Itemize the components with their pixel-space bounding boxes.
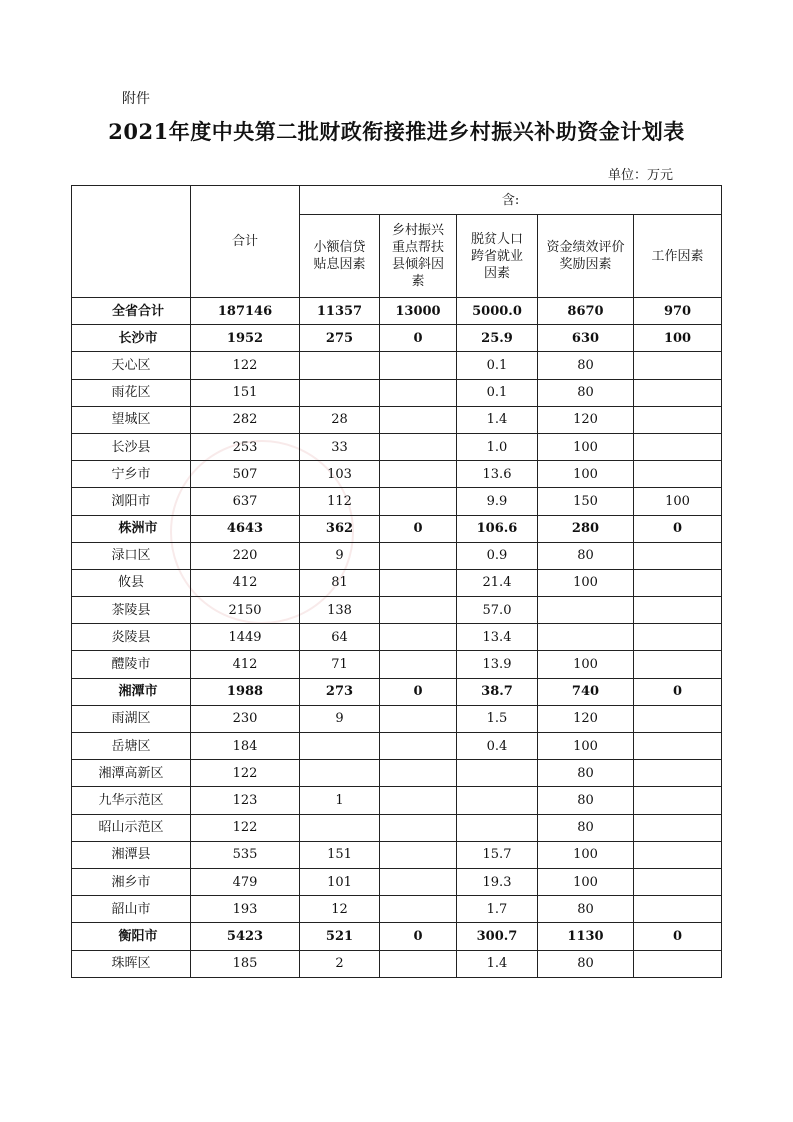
total-value: 479	[191, 868, 300, 895]
employment-value: 1.4	[457, 406, 538, 433]
table-row	[72, 406, 722, 433]
employment-value	[457, 814, 538, 841]
work-value	[634, 950, 722, 977]
work-value: 100	[634, 488, 722, 515]
work-value	[634, 433, 722, 460]
region-name: 韶山市	[72, 896, 191, 923]
performance-value: 100	[538, 651, 634, 678]
region-name: 全省合计	[72, 298, 191, 325]
work-value	[634, 760, 722, 787]
work-value	[634, 841, 722, 868]
key-county-value	[380, 488, 457, 515]
microcredit-value: 71	[300, 651, 380, 678]
table-row	[72, 379, 722, 406]
total-value: 1988	[191, 678, 300, 705]
microcredit-value: 275	[300, 325, 380, 352]
employment-value: 5000.0	[457, 298, 538, 325]
table-row	[72, 787, 722, 814]
work-value	[634, 814, 722, 841]
key-county-value	[380, 868, 457, 895]
key-county-value	[380, 597, 457, 624]
microcredit-value: 28	[300, 406, 380, 433]
table-row	[72, 515, 722, 542]
region-name: 珠晖区	[72, 950, 191, 977]
table-row	[72, 896, 722, 923]
region-name: 湘乡市	[72, 868, 191, 895]
col-employment-label: 脱贫人口跨省就业因素	[470, 231, 523, 281]
region-name: 昭山示范区	[72, 814, 191, 841]
table-row	[72, 325, 722, 352]
key-county-value	[380, 705, 457, 732]
employment-value: 0.9	[457, 542, 538, 569]
total-value: 5423	[191, 923, 300, 950]
employment-value: 1.4	[457, 950, 538, 977]
employment-value: 300.7	[457, 923, 538, 950]
table-row	[72, 488, 722, 515]
employment-value: 1.5	[457, 705, 538, 732]
table-row	[72, 950, 722, 977]
microcredit-value: 521	[300, 923, 380, 950]
region-name: 湘潭市	[72, 678, 191, 705]
table-row	[72, 814, 722, 841]
performance-value	[538, 597, 634, 624]
work-value	[634, 896, 722, 923]
work-value	[634, 705, 722, 732]
total-value: 184	[191, 733, 300, 760]
employment-value: 1.7	[457, 896, 538, 923]
including-header	[300, 186, 722, 215]
region-name: 岳塘区	[72, 733, 191, 760]
performance-value: 80	[538, 760, 634, 787]
key-county-value	[380, 733, 457, 760]
key-county-value	[380, 352, 457, 379]
employment-value: 15.7	[457, 841, 538, 868]
total-value: 193	[191, 896, 300, 923]
performance-value: 100	[538, 569, 634, 596]
attachment-label: 附件	[122, 91, 150, 107]
work-value	[634, 733, 722, 760]
total-value: 282	[191, 406, 300, 433]
employment-value: 0.4	[457, 733, 538, 760]
table-row	[72, 298, 722, 325]
total-header-label: 合计	[231, 234, 258, 249]
key-county-value	[380, 461, 457, 488]
microcredit-value: 12	[300, 896, 380, 923]
work-value: 0	[634, 678, 722, 705]
performance-value: 8670	[538, 298, 634, 325]
work-value	[634, 406, 722, 433]
total-value: 122	[191, 814, 300, 841]
performance-value: 740	[538, 678, 634, 705]
key-county-value	[380, 433, 457, 460]
performance-value	[538, 624, 634, 651]
total-value: 1449	[191, 624, 300, 651]
total-value: 122	[191, 760, 300, 787]
region-name: 衡阳市	[72, 923, 191, 950]
key-county-value: 0	[380, 678, 457, 705]
employment-value: 0.1	[457, 379, 538, 406]
microcredit-value: 101	[300, 868, 380, 895]
employment-value: 106.6	[457, 515, 538, 542]
region-name: 浏阳市	[72, 488, 191, 515]
employment-value: 13.9	[457, 651, 538, 678]
work-value	[634, 624, 722, 651]
performance-value: 80	[538, 542, 634, 569]
total-value: 2150	[191, 597, 300, 624]
table-row	[72, 733, 722, 760]
microcredit-value: 9	[300, 705, 380, 732]
region-name: 雨花区	[72, 379, 191, 406]
performance-value: 100	[538, 868, 634, 895]
employment-value: 13.6	[457, 461, 538, 488]
total-value: 122	[191, 352, 300, 379]
microcredit-value: 362	[300, 515, 380, 542]
region-name: 望城区	[72, 406, 191, 433]
employment-value: 57.0	[457, 597, 538, 624]
work-value	[634, 787, 722, 814]
key-county-value	[380, 896, 457, 923]
microcredit-value	[300, 352, 380, 379]
performance-value: 80	[538, 814, 634, 841]
region-name: 醴陵市	[72, 651, 191, 678]
work-value	[634, 352, 722, 379]
work-value	[634, 542, 722, 569]
total-value: 151	[191, 379, 300, 406]
table-row	[72, 461, 722, 488]
microcredit-value	[300, 733, 380, 760]
employment-value: 25.9	[457, 325, 538, 352]
table-body	[72, 298, 722, 978]
work-value: 0	[634, 923, 722, 950]
performance-value: 80	[538, 950, 634, 977]
microcredit-value: 273	[300, 678, 380, 705]
key-county-value	[380, 787, 457, 814]
work-value: 970	[634, 298, 722, 325]
work-value	[634, 651, 722, 678]
key-county-value: 0	[380, 923, 457, 950]
employment-value: 38.7	[457, 678, 538, 705]
key-county-value	[380, 651, 457, 678]
total-value: 1952	[191, 325, 300, 352]
region-name: 攸县	[72, 569, 191, 596]
work-value	[634, 379, 722, 406]
region-name: 茶陵县	[72, 597, 191, 624]
microcredit-value: 64	[300, 624, 380, 651]
region-name: 株洲市	[72, 515, 191, 542]
col-work-label: 工作因素	[651, 248, 704, 264]
microcredit-value	[300, 814, 380, 841]
performance-value: 120	[538, 406, 634, 433]
microcredit-value: 151	[300, 841, 380, 868]
work-value: 0	[634, 515, 722, 542]
microcredit-value: 11357	[300, 298, 380, 325]
employment-value: 13.4	[457, 624, 538, 651]
microcredit-value: 138	[300, 597, 380, 624]
region-name: 雨湖区	[72, 705, 191, 732]
table-row	[72, 433, 722, 460]
microcredit-value: 103	[300, 461, 380, 488]
work-value	[634, 597, 722, 624]
page-title: 2021年度中央第二批财政衔接推进乡村振兴补助资金计划表	[108, 119, 685, 144]
performance-value: 100	[538, 733, 634, 760]
performance-value: 120	[538, 705, 634, 732]
total-value: 230	[191, 705, 300, 732]
key-county-value: 13000	[380, 298, 457, 325]
performance-value: 80	[538, 896, 634, 923]
region-name: 九华示范区	[72, 787, 191, 814]
region-name: 宁乡市	[72, 461, 191, 488]
table-row	[72, 841, 722, 868]
total-value: 253	[191, 433, 300, 460]
including-label: 含:	[501, 192, 520, 208]
region-name: 天心区	[72, 352, 191, 379]
region-name: 湘潭县	[72, 841, 191, 868]
total-value: 637	[191, 488, 300, 515]
total-value: 123	[191, 787, 300, 814]
table-row	[72, 352, 722, 379]
total-value: 187146	[191, 298, 300, 325]
table-row	[72, 923, 722, 950]
total-value: 412	[191, 651, 300, 678]
table-row	[72, 868, 722, 895]
table-row	[72, 678, 722, 705]
key-county-value	[380, 760, 457, 787]
region-name: 湘潭高新区	[72, 760, 191, 787]
performance-value: 150	[538, 488, 634, 515]
col-microcredit-header	[300, 215, 380, 298]
total-value: 535	[191, 841, 300, 868]
table-row	[72, 760, 722, 787]
work-value	[634, 868, 722, 895]
microcredit-value: 2	[300, 950, 380, 977]
performance-value: 100	[538, 461, 634, 488]
table-row	[72, 542, 722, 569]
total-value: 185	[191, 950, 300, 977]
unit-label: 单位：万元	[607, 168, 673, 183]
employment-value: 0.1	[457, 352, 538, 379]
total-value: 412	[191, 569, 300, 596]
table-row	[72, 705, 722, 732]
performance-value: 630	[538, 325, 634, 352]
work-value	[634, 569, 722, 596]
region-name: 炎陵县	[72, 624, 191, 651]
table-row	[72, 569, 722, 596]
performance-value: 80	[538, 352, 634, 379]
region-name: 渌口区	[72, 542, 191, 569]
employment-value: 21.4	[457, 569, 538, 596]
microcredit-value	[300, 760, 380, 787]
employment-value	[457, 787, 538, 814]
performance-value: 280	[538, 515, 634, 542]
key-county-value	[380, 950, 457, 977]
employment-value: 9.9	[457, 488, 538, 515]
col-key-county-label: 乡村振兴重点帮扶县倾斜因素	[391, 223, 444, 289]
performance-value: 80	[538, 787, 634, 814]
key-county-value: 0	[380, 325, 457, 352]
key-county-value	[380, 569, 457, 596]
performance-value: 100	[538, 841, 634, 868]
col-work-header	[634, 215, 722, 298]
key-county-value	[380, 624, 457, 651]
performance-value: 1130	[538, 923, 634, 950]
table-row	[72, 624, 722, 651]
col-microcredit-label: 小额信贷贴息因素	[313, 240, 366, 272]
performance-value: 100	[538, 433, 634, 460]
region-header	[72, 186, 191, 298]
microcredit-value: 81	[300, 569, 380, 596]
total-value: 4643	[191, 515, 300, 542]
performance-value: 80	[538, 379, 634, 406]
work-value	[634, 461, 722, 488]
key-county-value: 0	[380, 515, 457, 542]
region-name: 长沙市	[72, 325, 191, 352]
fund-plan-table	[71, 185, 722, 978]
key-county-value	[380, 542, 457, 569]
key-county-value	[380, 379, 457, 406]
microcredit-value: 1	[300, 787, 380, 814]
work-value: 100	[634, 325, 722, 352]
col-performance-header	[538, 215, 634, 298]
employment-value: 19.3	[457, 868, 538, 895]
microcredit-value	[300, 379, 380, 406]
col-performance-label: 资金绩效评价奖励因素	[546, 240, 625, 272]
table-row	[72, 651, 722, 678]
total-header	[191, 186, 300, 298]
total-value: 220	[191, 542, 300, 569]
microcredit-value: 9	[300, 542, 380, 569]
microcredit-value: 33	[300, 433, 380, 460]
total-value: 507	[191, 461, 300, 488]
region-name: 长沙县	[72, 433, 191, 460]
key-county-value	[380, 406, 457, 433]
col-employment-header	[457, 215, 538, 298]
key-county-value	[380, 841, 457, 868]
key-county-value	[380, 814, 457, 841]
employment-value: 1.0	[457, 433, 538, 460]
microcredit-value: 112	[300, 488, 380, 515]
table-row	[72, 597, 722, 624]
employment-value	[457, 760, 538, 787]
col-key-county-header	[380, 215, 457, 298]
